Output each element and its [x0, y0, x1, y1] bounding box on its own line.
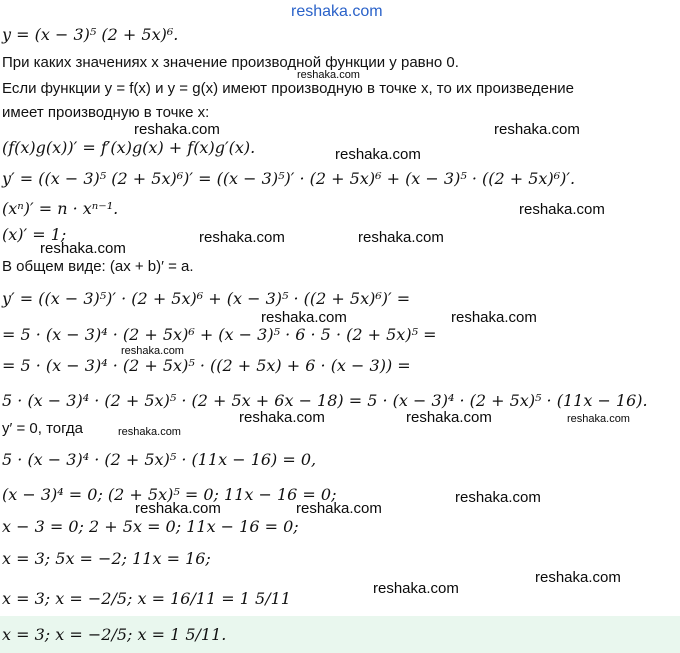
derivative-setup: y′ = ((x − 3)⁵ (2 + 5x)⁶)′ = ((x − 3)⁵)′ · (2 + 5x)⁶ + (x − 3)⁵ · ((2 + 5x)⁶)′. — [2, 169, 576, 188]
watermark: reshaka.com — [451, 309, 537, 326]
watermark: reshaka.com — [406, 409, 492, 426]
watermark: reshaka.com — [297, 69, 360, 81]
final-answer: x = 3; x = −2/5; x = 1 5/11. — [2, 625, 227, 644]
watermark: reshaka.com — [455, 489, 541, 506]
linear-equations: x − 3 = 0; 2 + 5x = 0; 11x − 16 = 0; — [2, 517, 299, 536]
watermark: reshaka.com — [239, 409, 325, 426]
factor-equations: (x − 3)⁴ = 0; (2 + 5x)⁵ = 0; 11x − 16 = 0; — [2, 485, 337, 504]
power-rule: (xⁿ)′ = n · xⁿ⁻¹. — [2, 199, 119, 218]
site-watermark-header: reshaka.com — [291, 3, 383, 20]
theorem-text: Если функции y = f(x) и y = g(x) имеют производную в точке x, то их произведение — [2, 80, 575, 97]
identity-rule: (x)′ = 1; — [2, 225, 67, 244]
derivative-result: 5 · (x − 3)⁴ · (2 + 5x)⁵ · (2 + 5x + 6x − 18) = 5 · (x − 3)⁴ · (2 + 5x)⁵ · (11x − 16). — [2, 391, 648, 410]
question-text: При каких значениях x значение производной функции y равно 0. — [2, 54, 459, 71]
watermark: reshaka.com — [519, 201, 605, 218]
watermark: reshaka.com — [494, 121, 580, 138]
watermark: reshaka.com — [135, 500, 221, 517]
product-rule: (f(x)g(x))′ = f′(x)g(x) + f(x)g′(x). — [2, 138, 256, 157]
watermark: reshaka.com — [199, 229, 285, 246]
derivative-step-3: = 5 · (x − 3)⁴ · (2 + 5x)⁵ · ((2 + 5x) + 6 · (x − 3)) = — [2, 356, 411, 375]
watermark: reshaka.com — [296, 500, 382, 517]
solutions-step: x = 3; x = −2/5; x = 16/11 = 1 5/11 — [2, 589, 291, 608]
watermark: reshaka.com — [121, 345, 184, 357]
watermark: reshaka.com — [134, 121, 220, 138]
derivative-step-2: = 5 · (x − 3)⁴ · (2 + 5x)⁶ + (x − 3)⁵ · 6 · 5 · (2 + 5x)⁵ = — [2, 325, 437, 344]
linear-rule: В общем виде: (ax + b)′ = a. — [2, 258, 194, 275]
watermark: reshaka.com — [118, 426, 181, 438]
watermark: reshaka.com — [261, 309, 347, 326]
watermark: reshaka.com — [40, 240, 126, 257]
derivative-step-1: y′ = ((x − 3)⁵)′ · (2 + 5x)⁶ + (x − 3)⁵ · ((2 + 5x)⁶)′ = — [2, 289, 411, 308]
equation: 5 · (x − 3)⁴ · (2 + 5x)⁵ · (11x − 16) = 0, — [2, 450, 317, 469]
watermark: reshaka.com — [373, 580, 459, 597]
watermark: reshaka.com — [535, 569, 621, 586]
watermark: reshaka.com — [567, 413, 630, 425]
watermark: reshaka.com — [358, 229, 444, 246]
theorem-text-cont: имеет производную в точке x: — [2, 104, 210, 121]
condition-text: y′ = 0, тогда — [2, 420, 84, 437]
watermark: reshaka.com — [335, 146, 421, 163]
solve-step: x = 3; 5x = −2; 11x = 16; — [2, 549, 211, 568]
function-definition: y = (x − 3)⁵ (2 + 5x)⁶. — [2, 25, 179, 44]
